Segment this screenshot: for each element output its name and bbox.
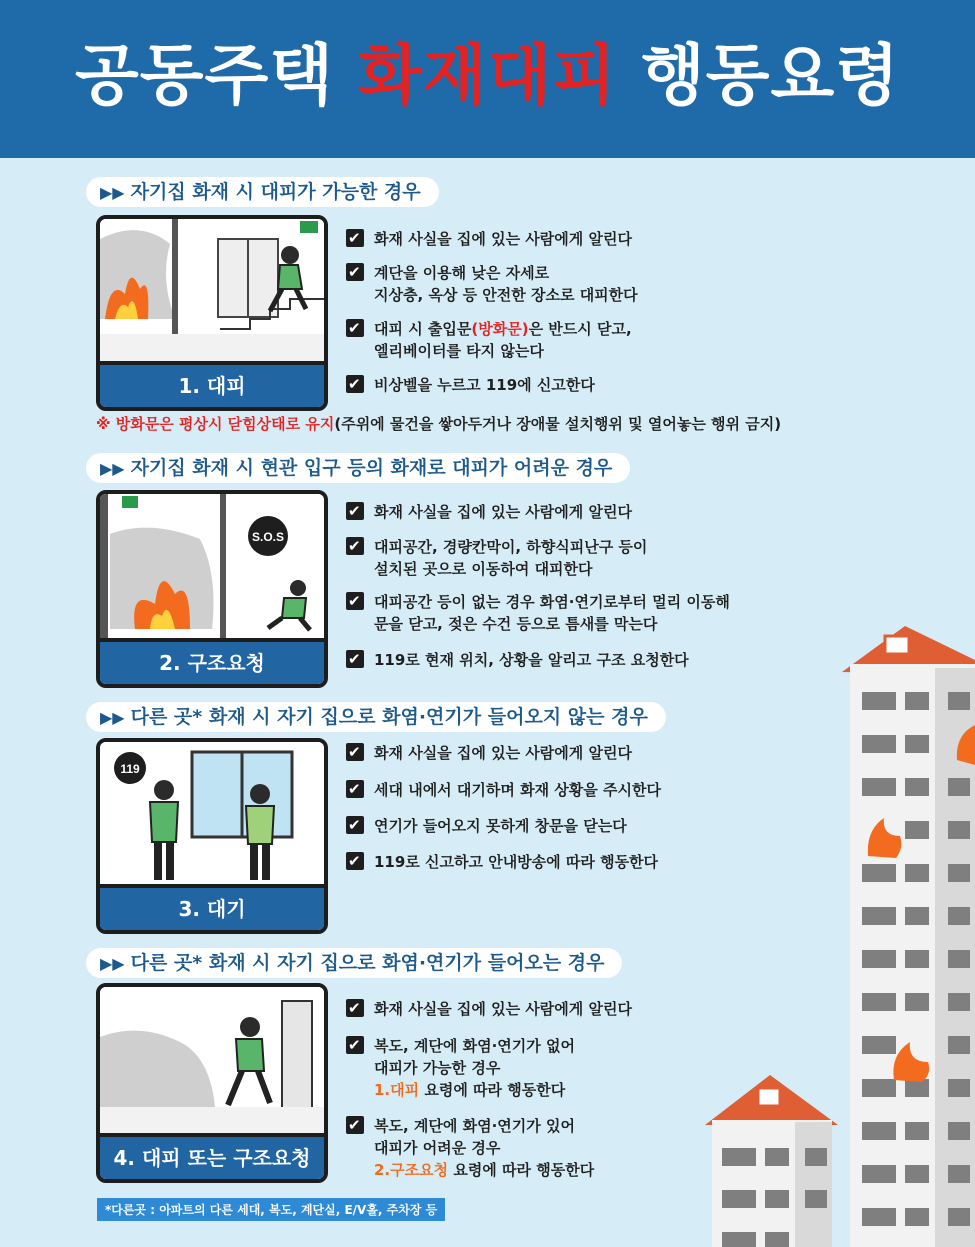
- item-line-1: 대피공간, 경량칸막이, 하향식피난구 등이: [374, 538, 648, 556]
- double-arrow-icon: ▶▶: [100, 459, 125, 478]
- item-line-1: 대피공간 등이 없는 경우 화염·연기로부터 멀리 이동해: [374, 593, 730, 611]
- item-line-2: 설치된 곳으로 이동하여 대피한다: [374, 560, 593, 578]
- step-ref-evacuate: 1.대피: [374, 1081, 420, 1099]
- caption-wait: 3. 대기: [100, 884, 324, 930]
- item-line-2: 엘리베이터를 타지 않는다: [374, 342, 544, 360]
- item-text: 화재 사실을 집에 있는 사람에게 알린다: [374, 503, 632, 521]
- item-text: 119로 현재 위치, 상황을 알리고 구조 요청한다: [374, 651, 689, 669]
- item-line-1b: 은 반드시 닫고,: [528, 320, 632, 338]
- item-line-3: 요령에 따라 행동한다: [419, 1081, 566, 1099]
- item-text: 화재 사실을 집에 있는 사람에게 알린다: [374, 230, 632, 248]
- item-line-1: 계단을 이용해 낮은 자세로: [374, 264, 550, 282]
- caption-evacuate-or-rescue: 4. 대피 또는 구조요청: [100, 1133, 324, 1179]
- item-line-1a: 대피 시 출입문: [374, 320, 472, 338]
- step-ref-rescue: 2.구조요청: [374, 1161, 449, 1179]
- footnote: *다른곳 : 아파트의 다른 세대, 복도, 계단실, E/V홀, 주차장 등: [97, 1198, 445, 1221]
- section-2-title-text: 자기집 화재 시 현관 입구 등의 화재로 대피가 어려운 경우: [130, 457, 613, 479]
- item-text: 화재 사실을 집에 있는 사람에게 알린다: [374, 744, 632, 762]
- item-line-1: 복도, 계단에 화염·연기가 없어: [374, 1037, 575, 1055]
- caption-rescue: 2. 구조요청: [100, 638, 324, 684]
- double-arrow-icon: ▶▶: [100, 954, 125, 973]
- item-line-1: 복도, 계단에 화염·연기가 있어: [374, 1117, 575, 1135]
- double-arrow-icon: ▶▶: [100, 183, 125, 202]
- caption-evacuate: 1. 대피: [100, 361, 324, 407]
- item-line-3: 요령에 따라 행동한다: [448, 1161, 595, 1179]
- sos-bubble-text: S.O.S: [251, 530, 285, 544]
- item-line-2: 지상층, 옥상 등 안전한 장소로 대피한다: [374, 286, 638, 304]
- item-text: 119로 신고하고 안내방송에 따라 행동한다: [374, 853, 659, 871]
- note-red-text: ※ 방화문은 평상시 닫힘상태로 유지: [96, 415, 335, 433]
- section-4-title-text: 다른 곳* 화재 시 자기 집으로 화염·연기가 들어오는 경우: [130, 952, 605, 974]
- title-part-1: 공동주택: [74, 37, 334, 114]
- section-1-title-text: 자기집 화재 시 대피가 가능한 경우: [130, 181, 421, 203]
- section-3-title-text: 다른 곳* 화재 시 자기 집으로 화염·연기가 들어오지 않는 경우: [130, 706, 648, 728]
- title-part-3: 행동요령: [641, 37, 901, 114]
- item-text: 연기가 들어오지 못하게 창문을 닫는다: [374, 817, 627, 835]
- title-part-highlight: 화재대피: [357, 37, 618, 114]
- item-red-text: (방화문): [471, 320, 529, 338]
- note-rest-text: (주위에 물건을 쌓아두거나 장애물 설치행위 및 열어놓는 행위 금지): [334, 415, 782, 433]
- item-line-2: 대피가 가능한 경우: [374, 1059, 501, 1077]
- item-line-2: 문을 닫고, 젖은 수건 등으로 틈새를 막는다: [374, 615, 658, 633]
- item-line-2: 대피가 어려운 경우: [374, 1139, 501, 1157]
- item-text: 비상벨을 누르고 119에 신고한다: [374, 376, 595, 394]
- call-119-bubble-text: 119: [120, 762, 140, 776]
- item-text: 세대 내에서 대기하며 화재 상황을 주시한다: [374, 781, 661, 799]
- double-arrow-icon: ▶▶: [100, 708, 125, 727]
- item-text: 화재 사실을 집에 있는 사람에게 알린다: [374, 1000, 632, 1018]
